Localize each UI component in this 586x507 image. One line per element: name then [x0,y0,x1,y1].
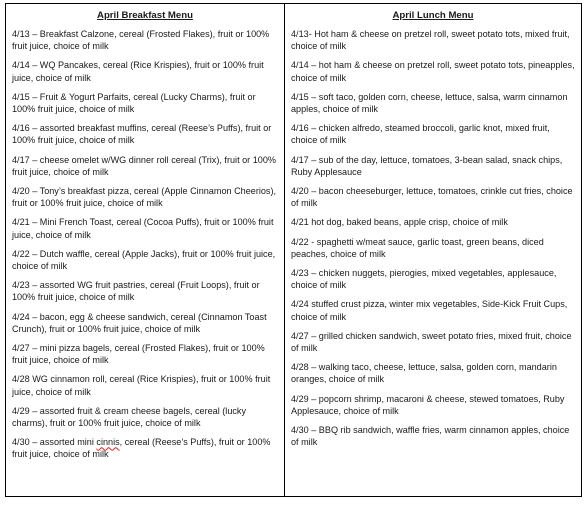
lunch-item: 4/15 – soft taco, golden corn, cheese, lettuce, salsa, warm cinnamon apples, choice of milk [291,91,568,115]
breakfast-item: 4/29 – assorted fruit & cream cheese bagels, cereal (lucky charms), fruit or 100% fruit juice, choice of milk [12,405,247,429]
breakfast-item: 4/21 – Mini French Toast, cereal (Cocoa Puffs), fruit or 100% fruit juice, choice of milk [12,217,274,240]
breakfast-item: 4/13 – Breakfast Calzone, cereal (Frosted Flakes), fruit or 100% fruit juice, choice of milk [12,29,270,52]
breakfast-item-prefix: 4/30 – assorted mini [12,437,97,448]
breakfast-item: 4/15 – Fruit & Yogurt Parfaits, cereal (Lucky Charms), fruit or 100% fruit juice, choice of milk [12,91,256,115]
lunch-item: 4/14 – hot ham & cheese on pretzel roll, sweet potato tots, pineapples, choice of milk [291,60,575,83]
lunch-item: 4/13- Hot ham & cheese on pretzel roll, sweet potato tots, mixed fruit, choice of milk [291,29,570,52]
lunch-item: 4/16 – chicken alfredo, steamed broccoli, garlic knot, mixed fruit, choice of milk [291,123,550,146]
lunch-list [291,28,575,448]
spellcheck-flagged-word: cinnis [96,437,120,448]
lunch-item: 4/27 – grilled chicken sandwich, sweet potato fries, mixed fruit, choice of milk [291,330,572,354]
lunch-item: 4/30 – BBQ rib sandwich, waffle fries, warm cinnamon apples, choice of milk [291,425,570,448]
lunch-item: 4/21 hot dog, baked beans, apple crisp, choice of milk [291,217,508,228]
lunch-item: 4/29 – popcorn shrimp, macaroni & cheese, stewed tomatoes, Ruby Applesauce, choice of milk [291,393,565,416]
breakfast-item: 4/28 WG cinnamon roll, cereal (Rice Krispies), fruit or 100% fruit juice, choice of milk [12,374,271,397]
menu-table [5,3,582,497]
breakfast-column [6,4,285,496]
breakfast-item: 4/23 – assorted WG fruit pastries, cereal (Fruit Loops), fruit or 100% fruit juice, choice of milk [12,280,260,303]
breakfast-item: 4/27 – mini pizza bagels, cereal (Frosted Flakes), fruit or 100% fruit juice, choice of milk [12,343,265,366]
breakfast-list [12,28,278,461]
lunch-item: 4/24 stuffed crust pizza, winter mix vegetables, Side-Kick Fruit Cups, choice of milk [291,299,568,322]
breakfast-item: 4/24 – bacon, egg & cheese sandwich, cereal (Cinnamon Toast Crunch), fruit or 100% fruit juice, choice of milk [12,311,267,334]
breakfast-item-suffix: , cereal (Reese’s Puffs), fruit or 100% fruit juice, choice of milk [12,437,271,460]
lunch-item: 4/28 – walking taco, cheese, lettuce, salsa, golden corn, mandarin oranges, choice of milk [291,362,557,385]
lunch-column [285,4,581,496]
breakfast-item: 4/14 – WQ Pancakes, cereal (Rice Krispies), fruit or 100% fruit juice, choice of milk [12,60,264,83]
breakfast-item: 4/17 – cheese omelet w/WG dinner roll cereal (Trix), fruit or 100% fruit juice, choice of milk [12,154,276,177]
breakfast-title: April Breakfast Menu [97,10,193,21]
breakfast-item: 4/20 – Tony’s breakfast pizza, cereal (Apple Cinnamon Cheerios), fruit or 100% fruit juice, choice of milk [12,186,277,209]
breakfast-item-last [12,436,278,460]
lunch-item: 4/17 – sub of the day, lettuce, tomatoes, 3-bean salad, snack chips, Ruby Applesauce [291,154,563,177]
lunch-item: 4/22 - spaghetti w/meat sauce, garlic toast, green beans, diced peaches, choice of milk [291,236,544,259]
breakfast-item: 4/16 – assorted breakfast muffins, cereal (Reese’s Puffs), fruit or 100% fruit juice, choice of milk [12,123,272,146]
breakfast-item: 4/22 – Dutch waffle, cereal (Apple Jacks), fruit or 100% fruit juice, choice of milk [12,248,276,272]
lunch-title: April Lunch Menu [392,10,474,21]
lunch-item: 4/20 – bacon cheeseburger, lettuce, tomatoes, crinkle cut fries, choice of milk [291,186,573,209]
lunch-item: 4/23 – chicken nuggets, pierogies, mixed vegetables, applesauce, choice of milk [291,268,557,291]
